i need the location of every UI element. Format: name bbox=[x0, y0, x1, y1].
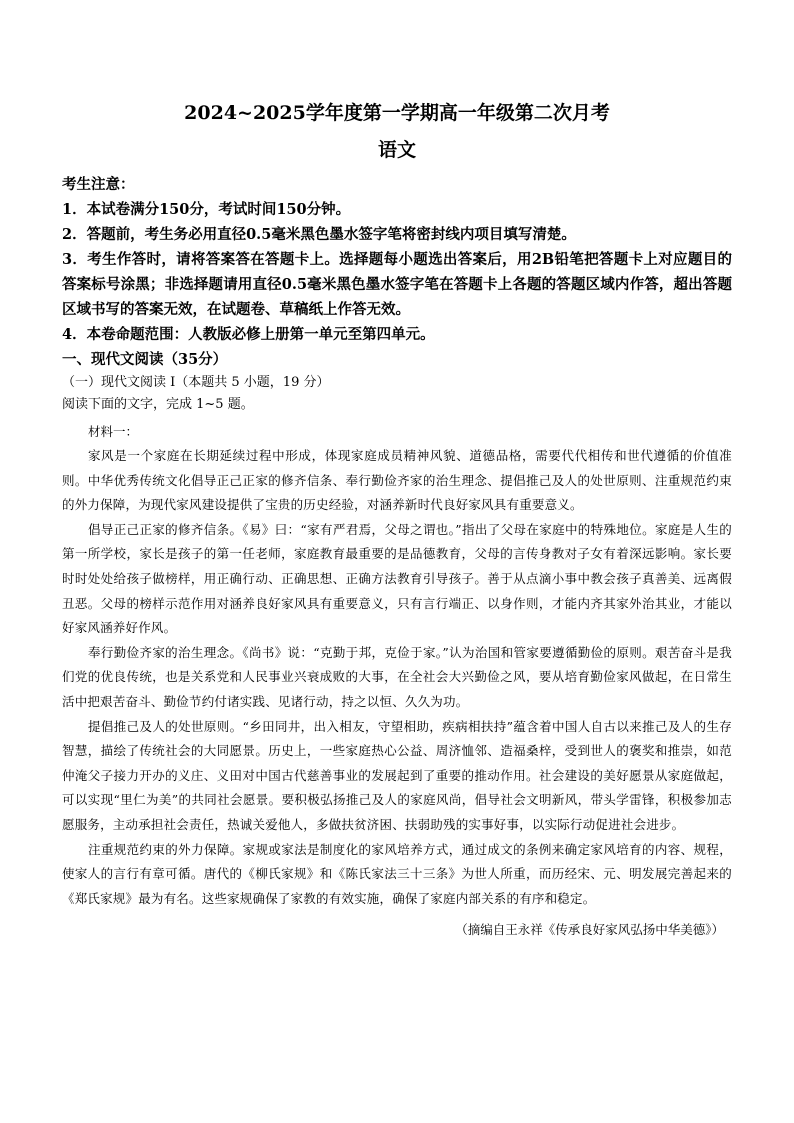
material-paragraph: 注重规范约束的外力保障。家规或家法是制度化的家风培养方式，通过成文的条例来确定家风培育的内容、规程，使家人的言行有章可循。唐代的《柳氏家规》和《陈氏家法三十三条》为世人所重，而历经宋、元、明发展完善起来的《郑氏家规》最为有名。这些家规确保了家教的有效实施，确保了家庭内部关系的有序和稳定。 bbox=[62, 841, 732, 906]
material-paragraph: 提倡推己及人的处世原则。“乡田同井，出入相友，守望相助，疾病相扶持”蕴含着中国人自古以来推己及人的生存智慧，描绘了传统社会的大同愿景。历史上，一些家庭热心公益、周济恤邻、造福桑梓，受到世人的褒奖和推崇，如范仲淹父子接力开办的义庄、义田对中国古代慈善事业的发展起到了重要的推动作用。社会建设的美好愿景从家庭做起，可以实现“里仁为美”的共同社会愿景。要积极弘扬推己及人的家庭风尚，倡导社会文明新风，带头学雷锋，积极参加志愿服务，主动承担社会责任，热诚关爱他人，多做扶贫济困、扶弱助残的实事好事，以实际行动促进社会进步。 bbox=[62, 718, 732, 832]
notice-item-3: 3．考生作答时，请将答案答在答题卡上。选择题每小题选出答案后，用2B铅笔把答题卡上对应题目的答案标号涂黑；非选择题请用直径0.5毫米黑色墨水签字笔在答题卡上各题的答题区域内作答，超出答题区域书写的答案无效，在试题卷、草稿纸上作答无效。 bbox=[62, 251, 732, 318]
material-paragraph: 家风是一个家庭在长期延续过程中形成，体现家庭成员精神风貌、道德品格，需要代代相传和世代遵循的价值准则。中华优秀传统文化倡导正己正家的修齐信条、奉行勤俭齐家的治生理念、提倡推己及人的处世原则、注重规范约束的外力保障，为现代家风建设提供了宝贵的历史经验，对涵养新时代良好家风具有重要意义。 bbox=[62, 448, 732, 513]
notice-item-1: 1．本试卷满分150分，考试时间150分钟。 bbox=[62, 201, 351, 218]
notice-heading: 考生注意： bbox=[62, 176, 135, 193]
material-label: 材料一： bbox=[88, 424, 139, 439]
exam-subject: 语文 bbox=[377, 139, 416, 161]
material-paragraph: 奉行勤俭齐家的治生理念。《尚书》说：“克勤于邦，克俭于家。”认为治国和管家要遵循勤俭的原则。艰苦奋斗是我们党的优良传统，也是关系党和人民事业兴衰成败的大事，在全社会大兴勤俭之风，要从培育勤俭家风做起，在日常生活中把艰苦奋斗、勤俭节约付诸实践、见诸行动，持之以恒、久久为功。 bbox=[62, 644, 732, 709]
exam-title: 2024~2025学年度第一学期高一年级第二次月考 bbox=[184, 102, 610, 124]
notice-item-4: 4．本卷命题范围：人教版必修上册第一单元至第四单元。 bbox=[62, 326, 435, 343]
material-paragraph: 倡导正己正家的修齐信条。《易》曰：“家有严君焉，父母之谓也。”指出了父母在家庭中的特殊地位。家庭是人生的第一所学校，家长是孩子的第一任老师，家庭教育最重要的是品德教育，父母的言传身教对子女有着深远影响。家长要时时处处给孩子做榜样，用正确行动、正确思想、正确方法教育引导孩子。善于从点滴小事中教会孩子真善美、远离假丑恶。父母的榜样示范作用对涵养良好家风具有重要意义，只有言行端正、以身作则，才能内齐其家外治其业，才能以好家风涵养好作风。 bbox=[62, 521, 732, 636]
reading-instruction: 阅读下面的文字，完成 1~5 题。 bbox=[62, 397, 254, 412]
candidate-notice bbox=[62, 173, 732, 347]
material-one bbox=[62, 420, 732, 943]
section-title: 一、现代文阅读（35分） bbox=[62, 351, 228, 368]
notice-item-2: 2．答题前，考生务必用直径0.5毫米黑色墨水签字笔将密封线内项目填写清楚。 bbox=[62, 226, 576, 243]
exam-page bbox=[62, 98, 732, 943]
material-source: （摘编自王永祥《传承良好家风弘扬中华美德》） bbox=[455, 922, 724, 938]
subsection-title: （一）现代文阅读 I（本题共 5 小题，19 分） bbox=[62, 375, 330, 390]
